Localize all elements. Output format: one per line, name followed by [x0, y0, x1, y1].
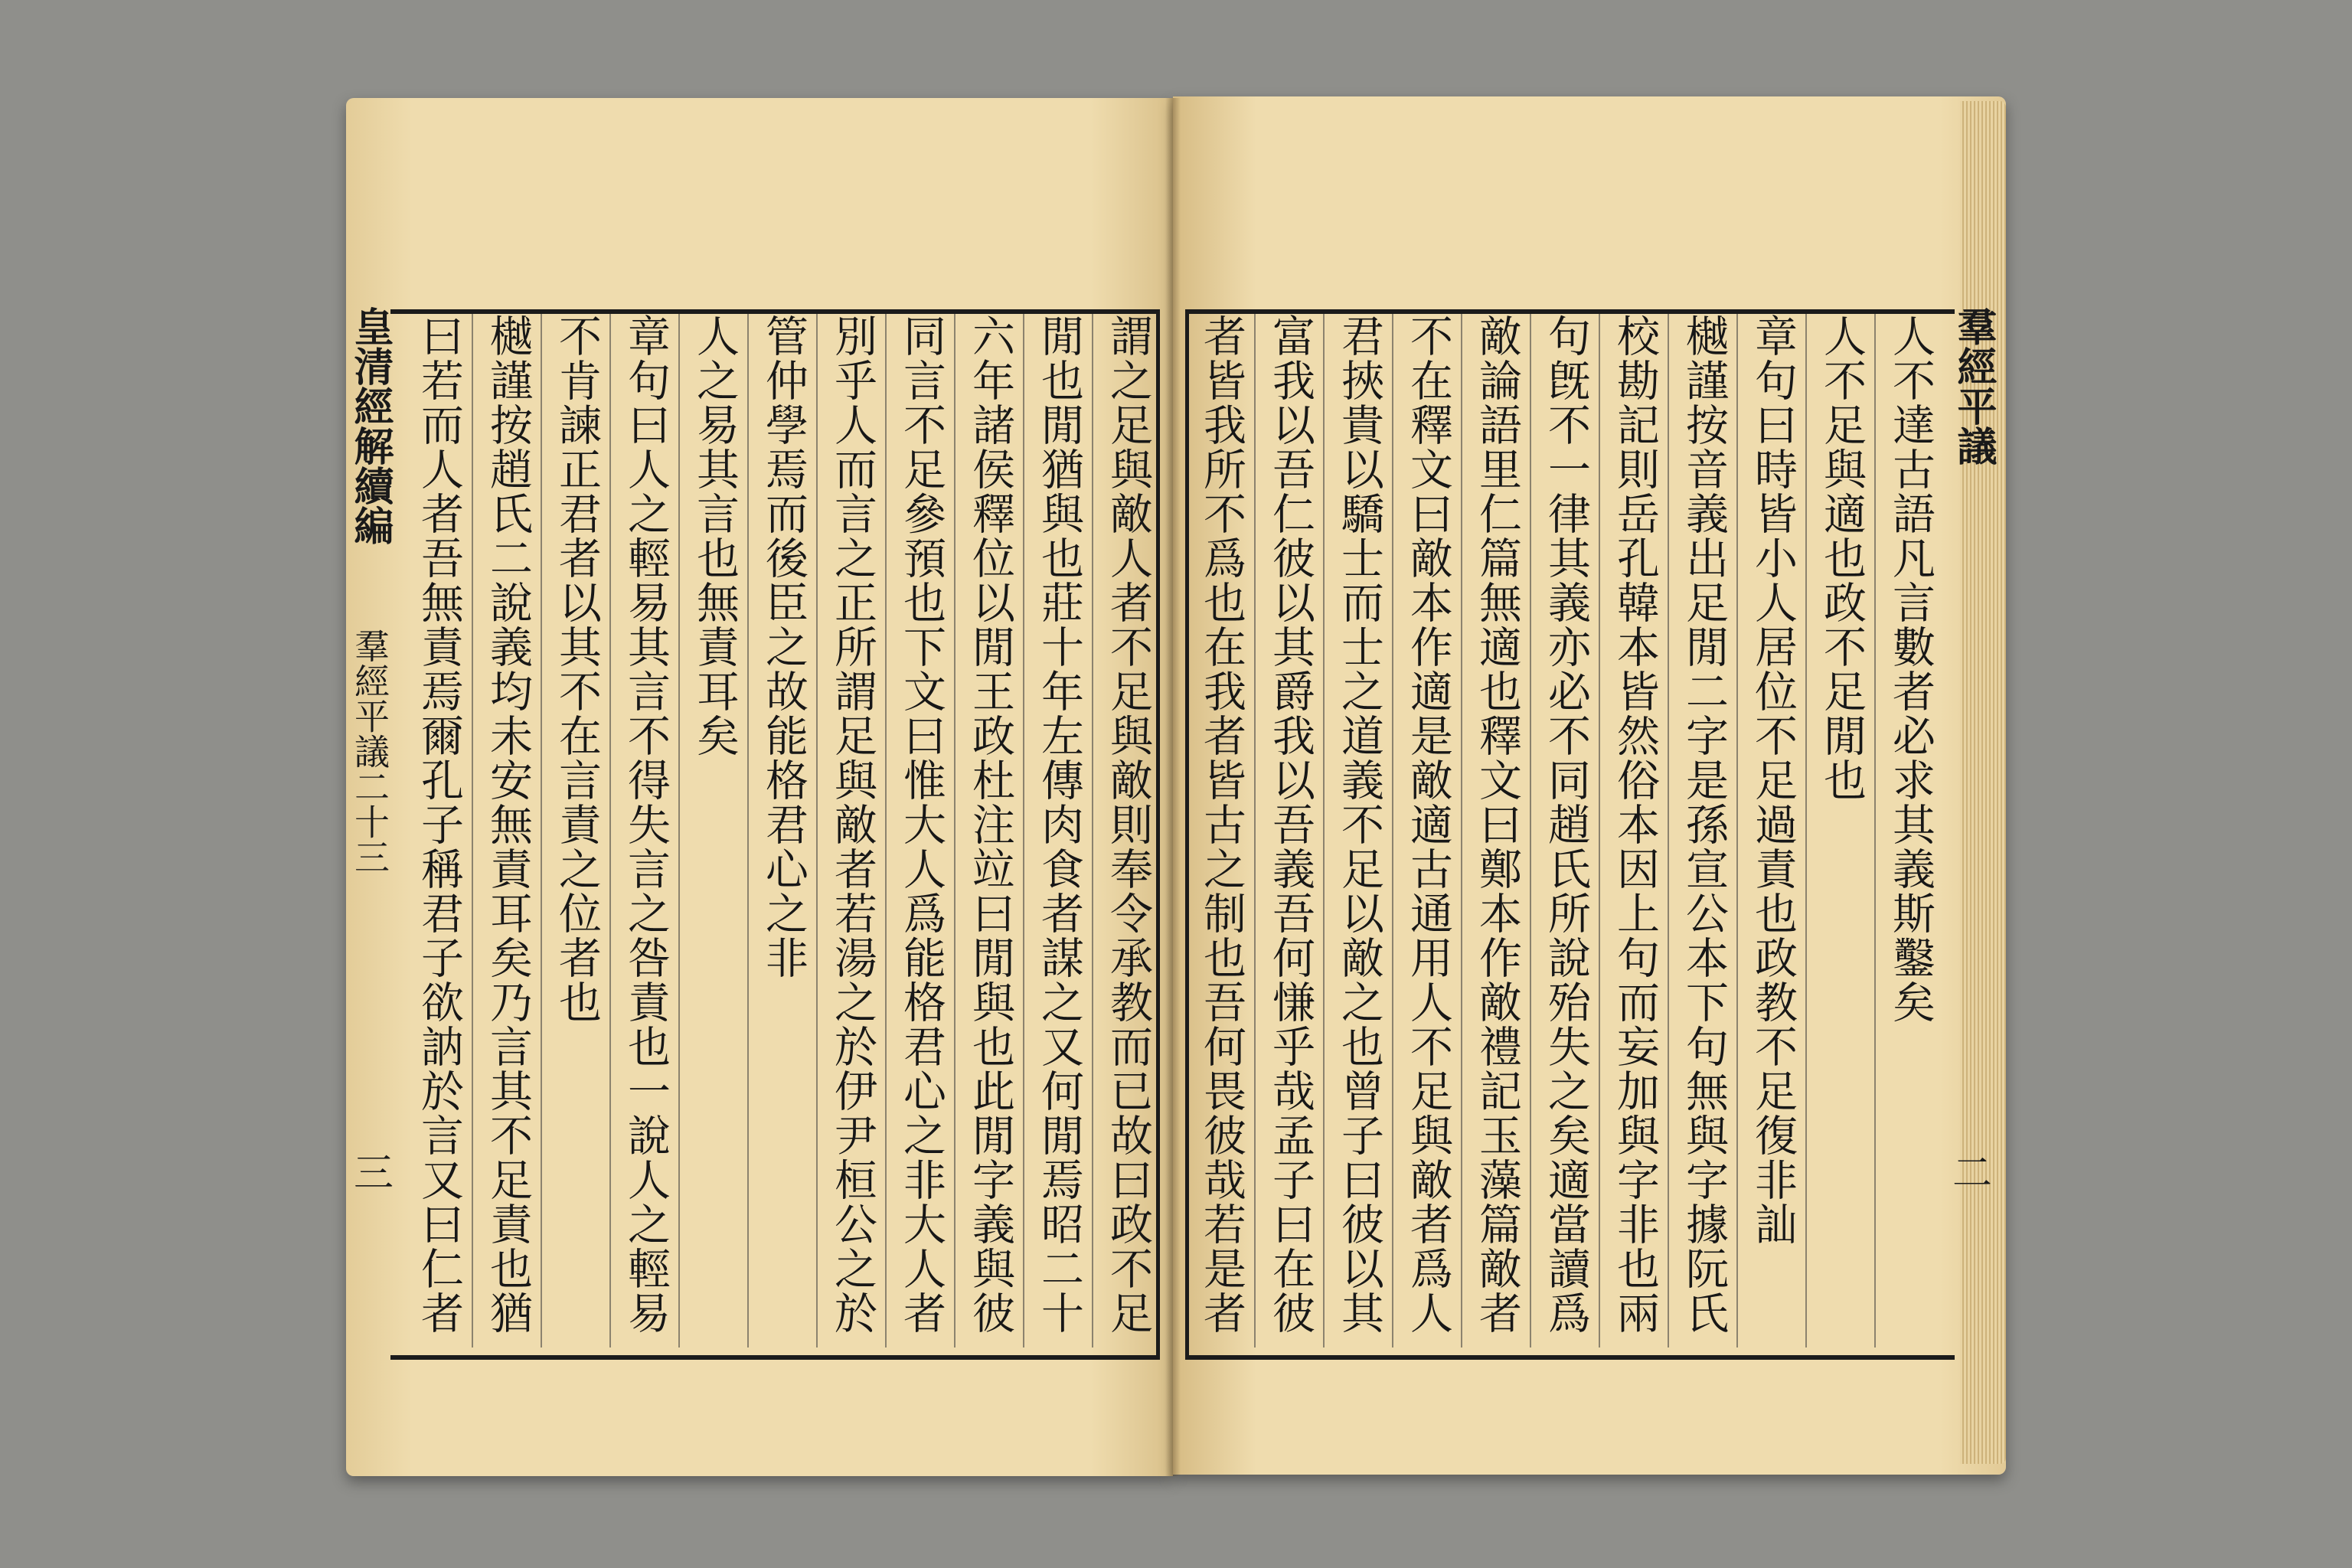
column-rule: [885, 314, 887, 1348]
text-column: 樾謹按音義出足閒二字是孫宣公本下句無與字據阮氏: [1679, 314, 1729, 1335]
left-page-number: 三: [354, 1151, 394, 1197]
text-column: 謂之足與敵人者不足與敵則奉令承教而已故曰政不足: [1103, 314, 1153, 1335]
column-rule: [816, 314, 818, 1348]
column-rule: [472, 314, 473, 1348]
text-column: 六年諸侯釋位以閒王政杜注竝曰閒與也此閒字義與彼: [965, 314, 1015, 1335]
text-column: 人不足與適也政不足閒也: [1817, 314, 1867, 802]
text-column: 同言不足參預也下文曰惟大人爲能格君心之非大人者: [897, 314, 946, 1335]
text-column: 不肯諫正君者以其不在言責之位者也: [552, 314, 602, 1024]
page-edges: [1960, 101, 2006, 1464]
text-column: 不在釋文曰敵本作適是敵適古通用人不足與敵者爲人: [1403, 314, 1453, 1335]
text-column: 曰若而人者吾無責焉爾孔子稱君子欲訥於言又曰仁者: [414, 314, 464, 1335]
left-margin-title: 皇清經解續編: [347, 306, 394, 545]
column-rule: [1092, 314, 1093, 1348]
text-column: 君挾貴以驕士而士之道義不足以敵之也曾子曰彼以其: [1334, 314, 1384, 1335]
column-rule: [747, 314, 749, 1348]
column-rule: [1392, 314, 1393, 1348]
text-column: 敵論語里仁篇無適也釋文曰鄭本作敵禮記玉藻篇敵者: [1472, 314, 1522, 1335]
column-rule: [541, 314, 542, 1348]
column-rule: [609, 314, 611, 1348]
text-column: 別乎人而言之正所謂足與敵者若湯之於伊尹桓公之於: [828, 314, 877, 1335]
text-column: 樾謹按趙氏二說義均未安無責耳矣乃言其不足責也猶: [483, 314, 533, 1335]
left-margin-subtitle: 羣經平議二十三: [349, 628, 390, 874]
column-rule: [1323, 314, 1325, 1348]
text-column: 者皆我所不爲也在我者皆古之制也吾何畏彼哉若是者: [1197, 314, 1246, 1335]
column-rule: [1874, 314, 1876, 1348]
column-rule: [1599, 314, 1600, 1348]
book-gutter: [1165, 98, 1181, 1476]
text-column: 管仲學焉而後臣之故能格君心之非: [759, 314, 808, 980]
text-column: 校勘記則岳孔韓本皆然俗本因上句而妄加與字非也兩: [1610, 314, 1660, 1335]
text-column: 章句曰時皆小人居位不足過責也政教不足復非訕: [1748, 314, 1798, 1246]
column-rule: [1805, 314, 1807, 1348]
text-column: 句旣不一律其義亦必不同趙氏所說殆失之矣適當讀爲: [1541, 314, 1591, 1335]
column-rule: [1254, 314, 1256, 1348]
column-rule: [1736, 314, 1738, 1348]
text-column: 人不達古語凡言數者必求其義斯鑿矣: [1886, 314, 1936, 1024]
text-column: 富我以吾仁彼以其爵我以吾義吾何慊乎哉孟子曰在彼: [1266, 314, 1315, 1335]
column-rule: [1023, 314, 1024, 1348]
right-margin-title: 羣經平議: [1950, 306, 1997, 466]
column-rule: [1530, 314, 1531, 1348]
column-rule: [678, 314, 680, 1348]
text-column: 閒也閒猶與也莊十年左傳肉食者謀之又何閒焉昭二十: [1034, 314, 1084, 1335]
text-column: 人之易其言也無責耳矣: [690, 314, 740, 758]
right-page-number: 二: [1952, 1151, 1993, 1197]
column-rule: [1668, 314, 1669, 1348]
text-column: 章句曰人之輕易其言不得失言之咎責也一說人之輕易: [621, 314, 671, 1335]
column-rule: [1461, 314, 1462, 1348]
column-rule: [954, 314, 956, 1348]
